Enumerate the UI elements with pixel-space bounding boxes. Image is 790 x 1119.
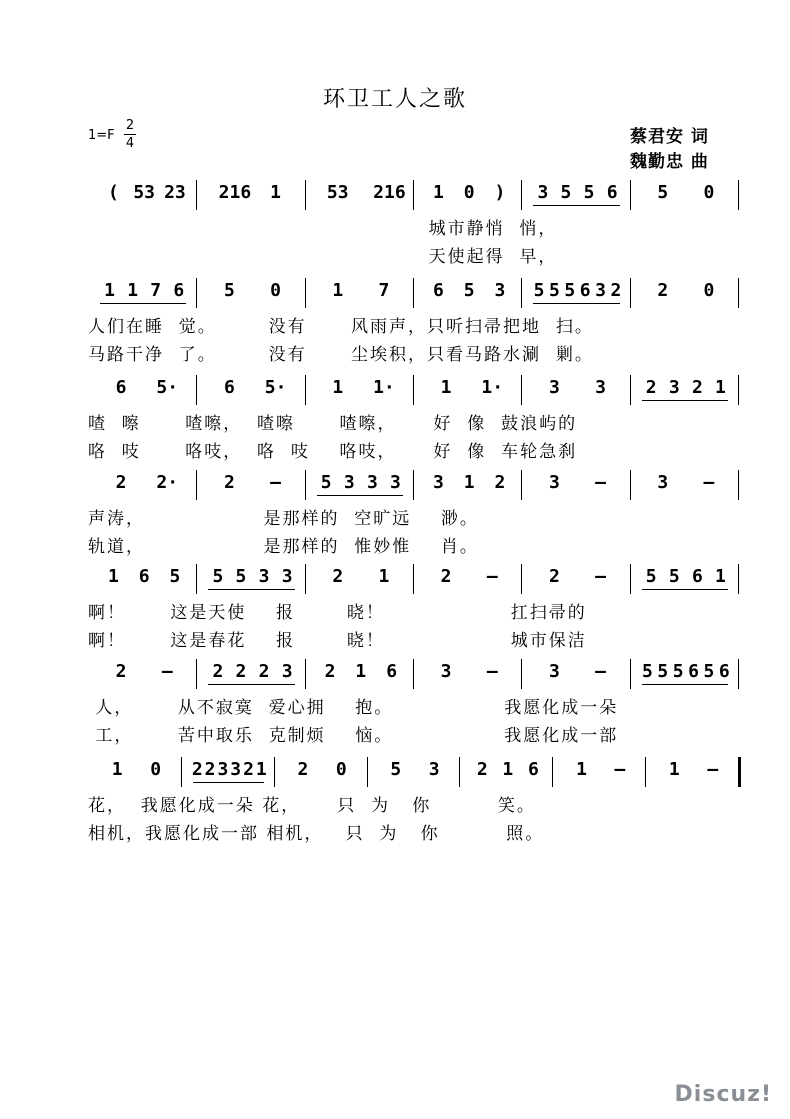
bar-line — [521, 278, 522, 308]
note: – — [486, 661, 498, 682]
note: 2 — [235, 661, 247, 682]
note: 6 — [223, 377, 235, 398]
note: 3 — [366, 472, 378, 493]
beam-line — [208, 684, 294, 685]
note: 0 — [335, 759, 347, 780]
note: 1 — [104, 280, 115, 301]
note: 1 — [502, 759, 514, 780]
note: 5 — [657, 182, 669, 203]
note: 3 — [595, 377, 606, 398]
note: 2· — [156, 472, 179, 493]
note: 3 — [281, 566, 293, 587]
bar-line — [459, 757, 460, 787]
notes-line — [0, 657, 790, 697]
note: – — [486, 566, 498, 587]
notes-line — [0, 373, 790, 413]
note: 6 — [528, 759, 539, 780]
lyric-verse-1: 花， 我愿化成一朵 花， 只 为 你 笑。 — [88, 796, 536, 816]
notes-line — [0, 755, 790, 795]
note: 6 — [606, 182, 618, 203]
note: 5 — [645, 566, 657, 587]
note: 5 — [169, 566, 181, 587]
bar-line — [630, 470, 631, 500]
note: 2 — [657, 280, 669, 301]
stave-row — [0, 562, 790, 667]
bar-line — [413, 470, 414, 500]
note: 0 — [703, 182, 715, 203]
note: 5 — [223, 280, 235, 301]
note: 1 — [355, 661, 367, 682]
note: 2 — [258, 661, 270, 682]
note: 3 — [217, 759, 229, 780]
note: 6 — [173, 280, 185, 301]
bar-line — [645, 757, 646, 787]
time-bottom: 4 — [125, 136, 135, 151]
note: 1 — [255, 759, 267, 780]
note: 2 — [548, 566, 560, 587]
bar-line — [305, 180, 306, 210]
bar-line — [274, 757, 275, 787]
note: 2 — [243, 759, 254, 780]
note: 3 — [432, 472, 444, 493]
notes-line — [0, 562, 790, 602]
note: 1 — [270, 182, 281, 203]
bar-line — [630, 564, 631, 594]
note: – — [595, 661, 606, 682]
bar-line — [521, 375, 522, 405]
bar-line — [521, 564, 522, 594]
bar-line — [552, 757, 553, 787]
note: 2 — [115, 661, 127, 682]
note: 5 — [641, 661, 653, 682]
beam-line — [100, 303, 186, 304]
note: 3 — [657, 472, 669, 493]
bar-line — [196, 180, 197, 210]
note: 1 — [432, 182, 444, 203]
note: 3 — [440, 661, 452, 682]
note: 2 — [610, 280, 622, 301]
note: 3 — [548, 661, 560, 682]
lyric-verse-2: 相机，我愿化成一部 相机， 只 为 你 照。 — [88, 824, 545, 844]
key-signature: 1=F — [88, 128, 115, 143]
end-bar-line — [738, 375, 739, 405]
note: 53 — [326, 182, 349, 203]
note: 1 — [127, 280, 139, 301]
bar-line — [413, 564, 414, 594]
note: 1 — [576, 759, 587, 780]
note: 7 — [150, 280, 162, 301]
note: 2 — [297, 759, 309, 780]
note: ( — [107, 182, 119, 203]
bar-line — [196, 470, 197, 500]
notes-line — [0, 468, 790, 508]
note: – — [703, 472, 715, 493]
note: 2 — [204, 759, 216, 780]
stave-row — [0, 468, 790, 573]
note: 6 — [386, 661, 398, 682]
note: 5 — [212, 566, 224, 587]
end-bar-line — [738, 757, 741, 787]
note: – — [270, 472, 281, 493]
lyric-verse-2: 天使起得 早， — [88, 247, 558, 267]
bar-line — [630, 375, 631, 405]
lyric-verse-2: 轨道， 是那样的 惟妙惟 肖。 — [88, 537, 479, 557]
note: 1 — [668, 759, 680, 780]
note: 0 — [703, 280, 715, 301]
note: 1 — [463, 472, 475, 493]
note: 3 — [595, 280, 606, 301]
note: 2 — [691, 377, 703, 398]
stave-row — [0, 178, 790, 283]
bar-line — [413, 375, 414, 405]
note: 6 — [688, 661, 699, 682]
end-bar-line — [738, 180, 739, 210]
lyric-verse-1: 城市静悄 悄， — [88, 219, 558, 239]
note: 1· — [481, 377, 504, 398]
bar-line — [413, 278, 414, 308]
note: 0 — [270, 280, 281, 301]
bar-line — [305, 278, 306, 308]
note: 3 — [668, 377, 680, 398]
note: 3 — [281, 661, 293, 682]
note: 7 — [378, 280, 390, 301]
note: – — [161, 661, 173, 682]
bar-line — [196, 564, 197, 594]
beam-line — [533, 205, 619, 206]
note: 5 — [583, 182, 595, 203]
end-bar-line — [738, 278, 739, 308]
note: 1 — [715, 566, 726, 587]
stave-row — [0, 657, 790, 762]
note: – — [595, 472, 606, 493]
bar-line — [630, 278, 631, 308]
beam-line — [208, 589, 294, 590]
bar-line — [305, 470, 306, 500]
lyric-verse-2: 工， 苦中取乐 克制烦 恼。 我愿化成一部 — [88, 726, 619, 746]
beam-line — [642, 684, 728, 685]
note: 5 — [235, 566, 247, 587]
note: 1 — [440, 377, 452, 398]
composer-credit: 魏勤忠 曲 — [630, 152, 709, 172]
note: – — [707, 759, 719, 780]
note: 1 — [111, 759, 123, 780]
note: 1 — [107, 566, 119, 587]
note: 2 — [212, 661, 224, 682]
note: 5· — [156, 377, 179, 398]
stave-row — [0, 373, 790, 478]
lyric-verse-2: 马路干净 了。 没有 尘埃积，只看马路水涮 剿。 — [88, 345, 594, 365]
note: 5 — [657, 661, 669, 682]
note: 23 — [164, 182, 186, 203]
note: 2 — [494, 472, 506, 493]
note: 6 — [718, 661, 730, 682]
note: 6 — [432, 280, 444, 301]
note: 5 — [668, 566, 680, 587]
lyric-verse-1: 人， 从不寂寞 爱心拥 抱。 我愿化成一朵 — [88, 698, 619, 718]
note: 6 — [579, 280, 591, 301]
bar-line — [305, 564, 306, 594]
note: 1 — [332, 280, 344, 301]
note: 216 — [218, 182, 252, 203]
time-top: 2 — [125, 118, 135, 133]
stave-row — [0, 755, 790, 860]
beam-line — [317, 495, 403, 496]
note: 3 — [258, 566, 270, 587]
watermark: Discuz! — [674, 1082, 772, 1107]
note: 5 — [564, 280, 576, 301]
note: 1 — [715, 377, 726, 398]
note: – — [595, 566, 606, 587]
beam-line — [533, 303, 619, 304]
note: 0 — [463, 182, 475, 203]
notes-line — [0, 178, 790, 218]
bar-line — [521, 180, 522, 210]
note: 2 — [476, 759, 488, 780]
note: 3 — [548, 377, 560, 398]
song-title: 环卫工人之歌 — [322, 87, 467, 112]
note: 216 — [373, 182, 406, 203]
note: 3 — [494, 280, 506, 301]
bar-line — [630, 180, 631, 210]
bar-line — [181, 757, 182, 787]
note: 6 — [691, 566, 703, 587]
bar-line — [305, 659, 306, 689]
note: 5 — [320, 472, 332, 493]
lyric-verse-1: 啊！ 这是天使 报 晓！ 扛扫帚的 — [88, 603, 587, 623]
note: 2 — [223, 472, 235, 493]
bar-line — [196, 375, 197, 405]
bar-line — [413, 180, 414, 210]
bar-line — [413, 659, 414, 689]
note: 2 — [115, 472, 127, 493]
note: 3 — [343, 472, 355, 493]
bar-line — [367, 757, 368, 787]
note: 5 — [533, 280, 545, 301]
lyricist-credit: 蔡君安 词 — [630, 127, 709, 147]
note: 1· — [373, 377, 395, 398]
bar-line — [196, 659, 197, 689]
bar-line — [196, 278, 197, 308]
lyric-verse-1: 喳 嚓 喳嚓， 喳嚓 喳嚓， 好 像 鼓浪屿的 — [88, 414, 578, 434]
lyric-verse-1: 人们在睡 觉。 没有 风雨声，只听扫帚把地 扫。 — [88, 317, 594, 337]
note: 0 — [150, 759, 162, 780]
end-bar-line — [738, 564, 739, 594]
bar-line — [630, 659, 631, 689]
note: 2 — [440, 566, 452, 587]
lyric-verse-2: 咯 吱 咯吱， 咯 吱 咯吱， 好 像 车轮急刹 — [88, 442, 578, 462]
note: 2 — [324, 661, 336, 682]
note: 6 — [115, 377, 127, 398]
notes-line — [0, 276, 790, 316]
beam-line — [642, 589, 728, 590]
note: 6 — [138, 566, 150, 587]
end-bar-line — [738, 659, 739, 689]
end-bar-line — [738, 470, 739, 500]
note: 5 — [390, 759, 402, 780]
note: ) — [494, 182, 506, 203]
note: – — [614, 759, 626, 780]
bar-line — [305, 375, 306, 405]
note: 3 — [428, 759, 440, 780]
note: 53 — [133, 182, 155, 203]
note: 3 — [230, 759, 242, 780]
beam-line — [193, 782, 264, 783]
note: 1 — [378, 566, 390, 587]
time-divider — [124, 134, 136, 135]
bar-line — [521, 470, 522, 500]
note: 5· — [264, 377, 287, 398]
note: 5 — [672, 661, 684, 682]
note: 5 — [703, 661, 715, 682]
note: 3 — [548, 472, 560, 493]
note: 3 — [390, 472, 401, 493]
lyric-verse-2: 啊！ 这是春花 报 晓！ 城市保洁 — [88, 631, 587, 651]
note: 5 — [463, 280, 475, 301]
note: 2 — [645, 377, 657, 398]
note: 5 — [560, 182, 572, 203]
stave-row — [0, 276, 790, 381]
note: 2 — [332, 566, 344, 587]
bar-line — [521, 659, 522, 689]
note: 1 — [332, 377, 344, 398]
lyric-verse-1: 声涛， 是那样的 空旷远 渺。 — [88, 509, 479, 529]
note: 5 — [548, 280, 560, 301]
note: 3 — [537, 182, 549, 203]
time-signature — [124, 118, 136, 151]
note: 2 — [191, 759, 203, 780]
beam-line — [642, 400, 728, 401]
